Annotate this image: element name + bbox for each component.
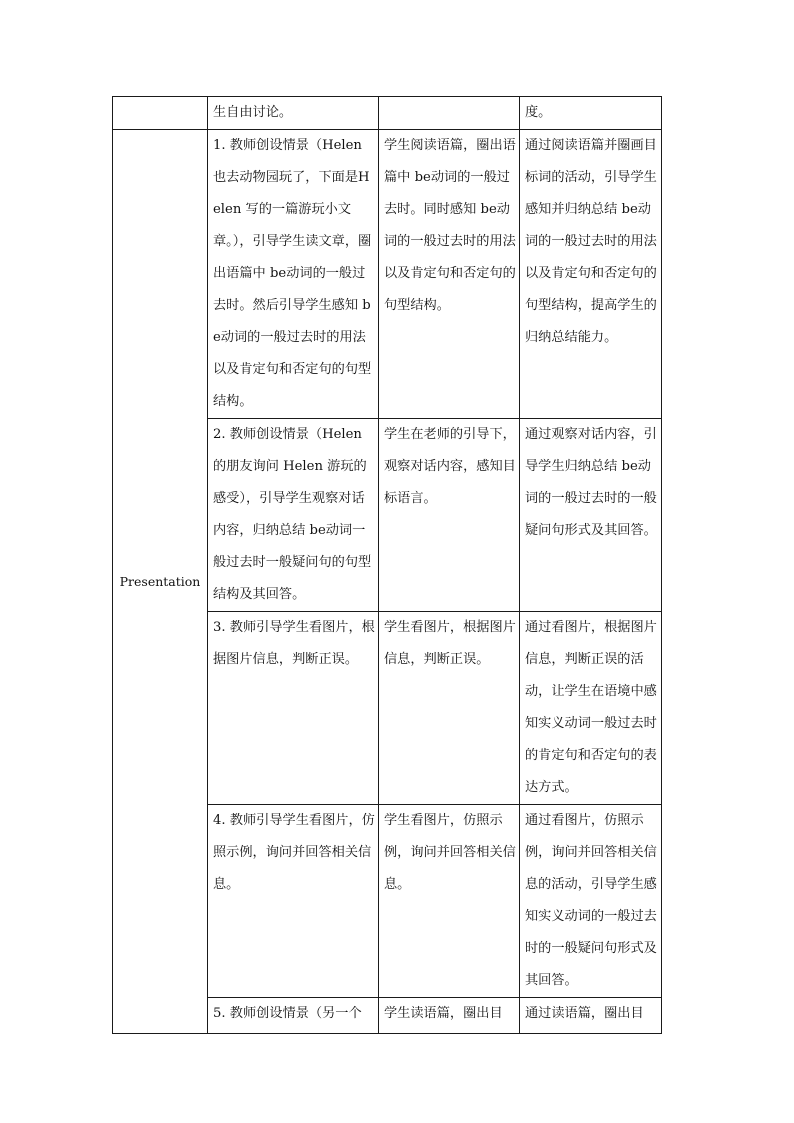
student-activity-cell: 学生看图片，根据图片信息，判断正误。 xyxy=(379,612,520,805)
stage-cell xyxy=(113,97,208,130)
lesson-plan-table xyxy=(112,96,662,1034)
teacher-activity-cell: 4. 教师引导学生看图片，仿照示例，询问并回答相关信息。 xyxy=(208,805,379,998)
teacher-activity-cell: 2. 教师创设情景（Helen的朋友询问 Helen 游玩的感受），引导学生观察对话内容，归纳总结 be动词一般过去时一般疑问句的句型结构及其回答。 xyxy=(208,419,379,612)
student-activity-cell: 学生看图片，仿照示例，询问并回答相关信息。 xyxy=(379,805,520,998)
design-intent-cell: 通过看图片，仿照示例，询问并回答相关信息的活动，引导学生感知实义动词的一般过去时的一般疑问句形式及其回答。 xyxy=(520,805,662,998)
student-activity-cell: 学生读语篇，圈出目 xyxy=(379,998,520,1034)
student-activity-cell xyxy=(379,97,520,130)
teacher-activity-cell: 3. 教师引导学生看图片，根据图片信息，判断正误。 xyxy=(208,612,379,805)
teacher-activity-cell: 5. 教师创设情景（另一个 xyxy=(208,998,379,1034)
design-intent-cell: 度。 xyxy=(520,97,662,130)
design-intent-cell: 通过看图片，根据图片信息，判断正误的活动，让学生在语境中感知实义动词一般过去时的肯定句和否定句的表达方式。 xyxy=(520,612,662,805)
teacher-activity-cell: 生自由讨论。 xyxy=(208,97,379,130)
student-activity-cell: 学生在老师的引导下，观察对话内容，感知目标语言。 xyxy=(379,419,520,612)
table-row xyxy=(113,130,662,419)
student-activity-cell: 学生阅读语篇，圈出语篇中 be动词的一般过去时。同时感知 be动词的一般过去时的用法以及肯定句和否定句的句型结构。 xyxy=(379,130,520,419)
teacher-activity-cell: 1. 教师创设情景（Helen也去动物园玩了，下面是Helen 写的一篇游玩小文章。），引导学生读文章，圈出语篇中 be动词的一般过去时。然后引导学生感知 be动词的一般过去时的用法以及肯定句和否定句的句型结构。 xyxy=(208,130,379,419)
table-row xyxy=(113,97,662,130)
design-intent-cell: 通过阅读语篇并圈画目标词的活动，引导学生感知并归纳总结 be动词的一般过去时的用法以及肯定句和否定句的句型结构，提高学生的归纳总结能力。 xyxy=(520,130,662,419)
stage-label-presentation: Presentation xyxy=(113,130,208,1034)
design-intent-cell: 通过读语篇，圈出目 xyxy=(520,998,662,1034)
design-intent-cell: 通过观察对话内容，引导学生归纳总结 be动词的一般过去时的一般疑问句形式及其回答。 xyxy=(520,419,662,612)
